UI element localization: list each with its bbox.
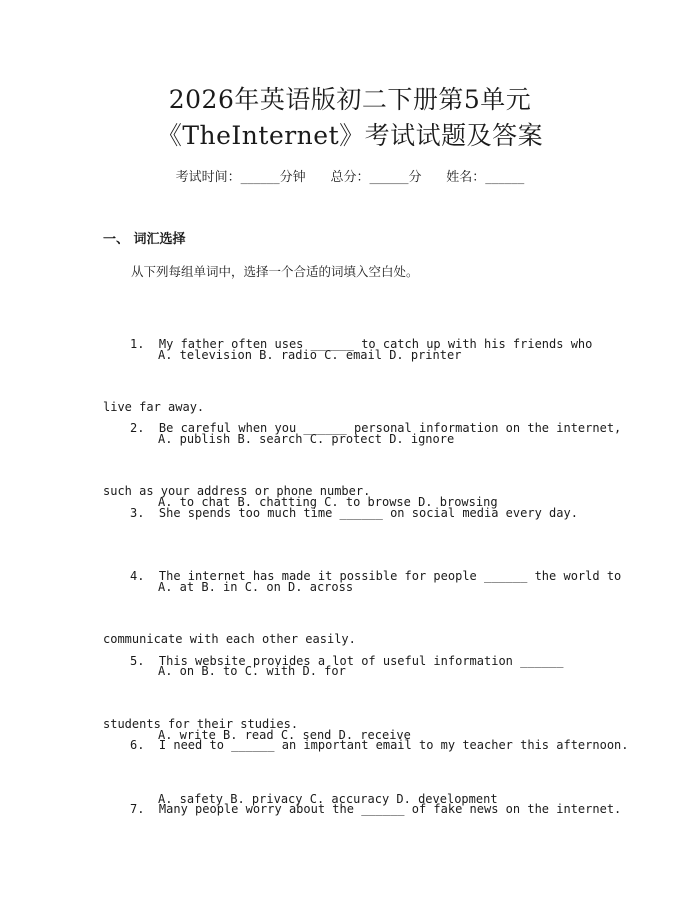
question-text-cont: live far away. xyxy=(103,400,205,414)
question-7-options: A. safety B. privacy C. accuracy D. development xyxy=(158,792,498,806)
exam-meta xyxy=(0,168,700,188)
question-text: 6. I need to ______ an important email to my teacher this afternoon. xyxy=(130,738,629,752)
question-6-options: A. write B. read C. send D. receive xyxy=(158,728,411,742)
question-text-cont: students for their studies. xyxy=(103,717,299,731)
exam-title-line2: 《TheInternet》考试试题及答案 xyxy=(156,121,544,150)
question-4-options: A. at B. in C. on D. across xyxy=(158,580,354,594)
question-text-cont: communicate with each other easily. xyxy=(103,632,356,646)
exam-title-line1: 2026年英语版初二下册第5单元 xyxy=(168,85,532,114)
question-text: 3. She spends too much time ______ on social media every day. xyxy=(130,506,578,520)
question-text-cont: such as your address or phone number. xyxy=(103,484,371,498)
question-text: 4. The internet has made it possible for people ______ the world to xyxy=(130,569,622,583)
student-name: 姓名：______ xyxy=(446,170,525,185)
question-1-options: A. television B. radio C. email D. printer xyxy=(158,348,462,362)
question-5-options: A. on B. to C. with D. for xyxy=(158,664,346,678)
question-text: 1. My father often uses ______ to catch up with his friends who xyxy=(130,337,593,351)
question-3-options: A. to chat B. chatting C. to browse D. browsing xyxy=(158,495,498,509)
section-heading: 一、 词汇选择 xyxy=(103,232,186,247)
exam-time: 考试时间：______分钟 xyxy=(175,170,306,185)
question-7 xyxy=(103,757,622,862)
question-2-options: A. publish B. search C. protect D. ignore xyxy=(158,432,455,446)
total-score: 总分：______分 xyxy=(330,170,422,185)
question-text: 7. Many people worry about the ______ of fake news on the internet. xyxy=(130,802,622,816)
question-text: 2. Be careful when you ______ personal information on the internet, xyxy=(130,421,622,435)
section-instruction: 从下列每组单词中，选择一个合适的词填入空白处。 xyxy=(131,264,419,279)
question-text: 5. This website provides a lot of useful information ______ xyxy=(130,654,564,668)
